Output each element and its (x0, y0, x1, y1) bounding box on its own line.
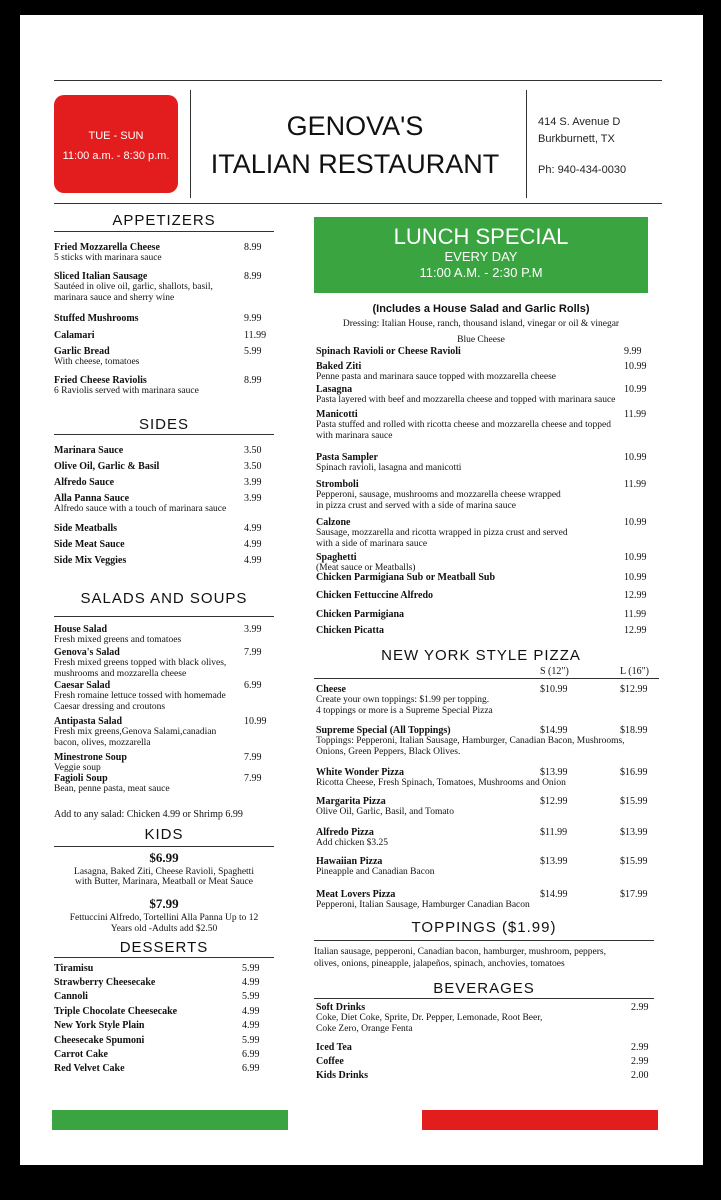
lunch-item-price: 9.99 (624, 346, 642, 357)
appetizer-desc: 6 Raviolis served with marinara sauce (54, 386, 199, 396)
appetizer-name: Fried Cheese Raviolis (54, 375, 147, 386)
pizza-desc: Add chicken $3.25 (316, 838, 389, 848)
pizza-name: Alfredo Pizza (316, 827, 374, 838)
salad-desc: Bean, penne pasta, meat sauce (54, 784, 170, 794)
lunch-item-name: Lasagna (316, 384, 353, 395)
lunch-item-name: Chicken Picatta (316, 625, 385, 636)
lunch-item-name: Chicken Parmigiana (316, 609, 405, 620)
lunch-item-desc: Pepperoni, sausage, mushrooms and mozzarella cheese wrapped (316, 490, 561, 500)
dessert-name: Red Velvet Cake (54, 1063, 125, 1074)
dessert-name: Strawberry Cheesecake (54, 977, 156, 988)
lunch-dressing: Dressing: Italian House, ranch, thousand island, vinegar or oil & vinegar (342, 319, 620, 329)
salad-price: 3.99 (244, 624, 262, 635)
dessert-price: 5.99 (242, 991, 260, 1002)
appetizer-desc: Sautéed in olive oil, garlic, shallots, basil, (54, 282, 213, 292)
lunch-item-name: Stromboli (316, 479, 359, 490)
beverage-price: 2.99 (631, 1056, 649, 1067)
lunch-item-desc: (Meat sauce or Meatballs) (316, 563, 416, 573)
appetizer-name: Sliced Italian Sausage (54, 271, 148, 282)
pizza-price-small: $14.99 (540, 889, 568, 900)
dessert-price: 6.99 (242, 1063, 260, 1074)
lunch-item-price: 11.99 (624, 609, 647, 620)
kids-heading: KIDS (144, 826, 184, 843)
pizza-price-large: $16.99 (620, 767, 648, 778)
lunch-item-name: Spaghetti (316, 552, 357, 563)
beverage-price: 2.99 (631, 1002, 649, 1013)
kids-desc-2b: Years old -Adults add $2.50 (110, 924, 218, 934)
side-price: 4.99 (244, 523, 262, 534)
header-divider-right (526, 90, 527, 198)
pizza-desc: Pepperoni, Italian Sausage, Hamburger Canadian Bacon (316, 900, 530, 910)
hours-time: 11:00 a.m. - 8:30 p.m. (62, 150, 170, 162)
pizza-name: White Wonder Pizza (316, 767, 404, 778)
pizza-col-large: L (16") (620, 666, 649, 677)
dessert-price: 4.99 (242, 1020, 260, 1031)
appetizer-price: 5.99 (244, 346, 262, 357)
salad-desc-2: mushrooms and mozzarella cheese (54, 669, 187, 679)
toppings-rule (314, 940, 654, 941)
pizza-price-large: $17.99 (620, 889, 648, 900)
pizza-price-large: $15.99 (620, 796, 648, 807)
pizza-name: Margarita Pizza (316, 796, 386, 807)
lunch-item-name: Calzone (316, 517, 351, 528)
side-name: Marinara Sauce (54, 445, 124, 456)
kids-desc-2a: Fettuccini Alfredo, Tortellini Alla Panna Up to 12 (69, 913, 259, 923)
salad-addon-note: Add to any salad: Chicken 4.99 or Shrimp 6.99 (54, 809, 243, 820)
side-name: Side Mix Veggies (54, 555, 127, 566)
toppings-heading: TOPPINGS ($1.99) (411, 919, 557, 936)
lunch-dressing-2: Blue Cheese (457, 335, 505, 345)
dessert-name: Triple Chocolate Cheesecake (54, 1006, 178, 1017)
side-name: Olive Oil, Garlic & Basil (54, 461, 160, 472)
toppings-line1: Italian sausage, pepperoni, Canadian bacon, hamburger, mushroom, peppers, (314, 947, 607, 957)
pizza-price-small: $14.99 (540, 725, 568, 736)
pizza-rule (314, 678, 659, 679)
dessert-price: 5.99 (242, 963, 260, 974)
lunch-item-price: 12.99 (624, 590, 647, 601)
side-desc: Alfredo sauce with a touch of marinara sauce (54, 504, 227, 514)
address-line1: 414 S. Avenue D (538, 116, 621, 128)
dessert-name: Carrot Cake (54, 1049, 108, 1060)
salad-desc: Fresh mixed greens and tomatoes (54, 635, 182, 645)
beverage-name: Kids Drinks (316, 1070, 368, 1081)
appetizer-price: 8.99 (244, 375, 262, 386)
beverage-name: Soft Drinks (316, 1002, 366, 1013)
beverage-name: Coffee (316, 1056, 344, 1067)
pizza-desc-2: 4 toppings or more is a Supreme Special Pizza (316, 706, 493, 716)
lunch-title: LUNCH SPECIAL (393, 224, 569, 249)
pizza-desc: Create your own toppings: $1.99 per topping. (316, 695, 490, 705)
side-name: Alfredo Sauce (54, 477, 115, 488)
salad-price: 7.99 (244, 752, 262, 763)
restaurant-name-line2: ITALIAN RESTAURANT (210, 149, 500, 179)
pizza-col-small: S (12") (540, 666, 569, 677)
lunch-includes: (Includes a House Salad and Garlic Rolls) (372, 303, 590, 315)
dessert-name: Tiramisu (54, 963, 94, 974)
beverage-desc: Coke, Diet Coke, Sprite, Dr. Pepper, Lemonade, Root Beer, (316, 1013, 543, 1023)
salad-name: House Salad (54, 624, 108, 635)
phone-number: Ph: 940-434-0030 (538, 164, 627, 176)
lunch-item-price: 11.99 (624, 409, 647, 420)
pizza-name: Meat Lovers Pizza (316, 889, 396, 900)
restaurant-name (195, 107, 515, 183)
side-price: 3.99 (244, 477, 262, 488)
restaurant-name-line1: GENOVA'S (286, 111, 424, 141)
desserts-heading: DESSERTS (119, 939, 209, 956)
lunch-item-desc: Pasta layered with beef and mozzarella cheese and topped with marinara sauce (316, 395, 616, 405)
lunch-item-desc-2: with marinara sauce (316, 431, 393, 441)
salad-desc: Fresh mix greens,Genova Salami,canadian (54, 727, 217, 737)
pizza-price-large: $18.99 (620, 725, 648, 736)
appetizer-price: 9.99 (244, 313, 262, 324)
lunch-time: 11:00 A.M. - 2:30 P.M (419, 265, 543, 280)
salad-desc: Fresh mixed greens topped with black olives, (54, 658, 227, 668)
appetizers-heading: APPETIZERS (112, 212, 216, 229)
lunch-item-price: 11.99 (624, 479, 647, 490)
kids-price-1: $6.99 (149, 850, 179, 865)
dessert-name: Cannoli (54, 991, 88, 1002)
side-price: 3.99 (244, 493, 262, 504)
header-bottom-rule (54, 203, 662, 204)
lunch-item-price: 10.99 (624, 361, 647, 372)
side-price: 4.99 (244, 555, 262, 566)
lunch-item-name: Chicken Fettuccine Alfredo (316, 590, 434, 601)
appetizer-price: 8.99 (244, 242, 262, 253)
beverage-price: 2.00 (631, 1070, 649, 1081)
appetizer-name: Calamari (54, 330, 95, 341)
salads-rule (54, 616, 274, 617)
pizza-desc-2: Onions, Green Peppers, Black Olives. (316, 747, 461, 757)
salad-desc-2: Caesar dressing and croutons (54, 702, 166, 712)
pizza-name: Cheese (316, 684, 346, 695)
flag-red-bar (422, 1110, 658, 1130)
kids-price-2: $7.99 (149, 896, 179, 911)
pizza-price-small: $13.99 (540, 767, 568, 778)
pizza-price-small: $12.99 (540, 796, 568, 807)
pizza-price-large: $15.99 (620, 856, 648, 867)
lunch-item-desc: Sausage, mozzarella and ricotta wrapped in pizza crust and served (316, 528, 568, 538)
salad-name: Antipasta Salad (54, 716, 123, 727)
lunch-item-desc-2: in pizza crust and served with a side of marina sauce (316, 501, 516, 511)
lunch-item-price: 10.99 (624, 572, 647, 583)
dessert-name: Cheesecake Spumoni (54, 1035, 145, 1046)
appetizers-rule (54, 231, 274, 232)
appetizer-desc: With cheese, tomatoes (54, 357, 140, 367)
pizza-price-small: $11.99 (540, 827, 568, 838)
beverage-price: 2.99 (631, 1042, 649, 1053)
flag-green-bar (52, 1110, 288, 1130)
salads-heading: SALADS AND SOUPS (80, 590, 248, 607)
pizza-name: Hawaiian Pizza (316, 856, 383, 867)
toppings-line2: olives, onions, pineapple, jalapeños, spinach, anchovies, tomatoes (314, 959, 565, 969)
salad-price: 7.99 (244, 773, 262, 784)
appetizer-price: 8.99 (244, 271, 262, 282)
lunch-item-price: 10.99 (624, 452, 647, 463)
appetizer-price: 11.99 (244, 330, 267, 341)
lunch-subtitle: EVERY DAY (444, 249, 518, 264)
beverage-desc-2: Coke Zero, Orange Fenta (316, 1024, 413, 1034)
salad-desc: Fresh romaine lettuce tossed with homemade (54, 691, 226, 701)
beverages-heading: BEVERAGES (433, 980, 535, 997)
hours-days: TUE - SUN (88, 130, 144, 142)
salad-name: Caesar Salad (54, 680, 111, 691)
sides-rule (54, 434, 274, 435)
desserts-rule (54, 957, 274, 958)
pizza-heading: NEW YORK STYLE PIZZA (381, 647, 581, 664)
pizza-price-small: $10.99 (540, 684, 568, 695)
pizza-desc: Ricotta Cheese, Fresh Spinach, Tomatoes, Mushrooms and Onion (316, 778, 566, 788)
pizza-price-large: $12.99 (620, 684, 648, 695)
lunch-special-banner (314, 217, 648, 293)
salad-price: 6.99 (244, 680, 262, 691)
appetizer-name: Fried Mozzarella Cheese (54, 242, 160, 253)
dessert-price: 6.99 (242, 1049, 260, 1060)
lunch-item-price: 10.99 (624, 384, 647, 395)
salad-desc: Veggie soup (54, 763, 101, 773)
dessert-price: 4.99 (242, 1006, 260, 1017)
menu-page (20, 15, 703, 1165)
appetizer-desc-2: marinara sauce and sherry wine (54, 293, 175, 303)
header-top-rule (54, 80, 662, 81)
appetizer-desc: 5 sticks with marinara sauce (54, 253, 162, 263)
pizza-desc: Toppings: Pepperoni, Italian Sausage, Hamburger, Canadian Bacon, Mushrooms, (316, 736, 625, 746)
dessert-name: New York Style Plain (54, 1020, 145, 1031)
salad-price: 7.99 (244, 647, 262, 658)
side-name: Alla Panna Sauce (54, 493, 130, 504)
beverage-name: Iced Tea (316, 1042, 352, 1053)
side-name: Side Meat Sauce (54, 539, 125, 550)
lunch-item-name: Spinach Ravioli or Cheese Ravioli (316, 346, 461, 357)
beverages-rule (314, 998, 654, 999)
appetizer-name: Garlic Bread (54, 346, 110, 357)
kids-desc-1a: Lasagna, Baked Ziti, Cheese Ravioli, Spaghetti (74, 867, 254, 877)
lunch-item-name: Baked Ziti (316, 361, 362, 372)
lunch-item-name: Chicken Parmigiana Sub or Meatball Sub (316, 572, 496, 583)
lunch-item-desc: Pasta stuffed and rolled with ricotta cheese and mozzarella cheese and topped (316, 420, 611, 430)
lunch-item-price: 12.99 (624, 625, 647, 636)
pizza-price-small: $13.99 (540, 856, 568, 867)
sides-heading: SIDES (138, 416, 189, 433)
lunch-item-price: 10.99 (624, 552, 647, 563)
salad-name: Minestrone Soup (54, 752, 127, 763)
kids-rule (54, 846, 274, 847)
side-price: 3.50 (244, 445, 262, 456)
salad-desc-2: bacon, olives, mozzarella (54, 738, 151, 748)
pizza-name: Supreme Special (All Toppings) (316, 725, 451, 736)
dessert-price: 5.99 (242, 1035, 260, 1046)
lunch-item-desc: Penne pasta and marinara sauce topped with mozzarella cheese (316, 372, 557, 382)
dessert-price: 4.99 (242, 977, 260, 988)
lunch-item-name: Pasta Sampler (316, 452, 378, 463)
salad-name: Fagioli Soup (54, 773, 108, 784)
pizza-desc: Olive Oil, Garlic, Basil, and Tomato (316, 807, 454, 817)
side-price: 3.50 (244, 461, 262, 472)
hours-box (54, 95, 178, 193)
pizza-desc: Pineapple and Canadian Bacon (316, 867, 435, 877)
side-name: Side Meatballs (54, 523, 118, 534)
lunch-item-desc-2: with a side of marinara sauce (316, 539, 428, 549)
lunch-item-desc: Spinach ravioli, lasagna and manicotti (316, 463, 462, 473)
salad-price: 10.99 (244, 716, 267, 727)
lunch-item-name: Manicotti (316, 409, 358, 420)
lunch-item-price: 10.99 (624, 517, 647, 528)
pizza-price-large: $13.99 (620, 827, 648, 838)
header-divider-left (190, 90, 191, 198)
kids-desc-1b: with Butter, Marinara, Meatball or Meat Sauce (75, 877, 253, 887)
address-line2: Burkburnett, TX (538, 133, 615, 145)
salad-name: Genova's Salad (54, 647, 120, 658)
side-price: 4.99 (244, 539, 262, 550)
appetizer-name: Stuffed Mushrooms (54, 313, 139, 324)
